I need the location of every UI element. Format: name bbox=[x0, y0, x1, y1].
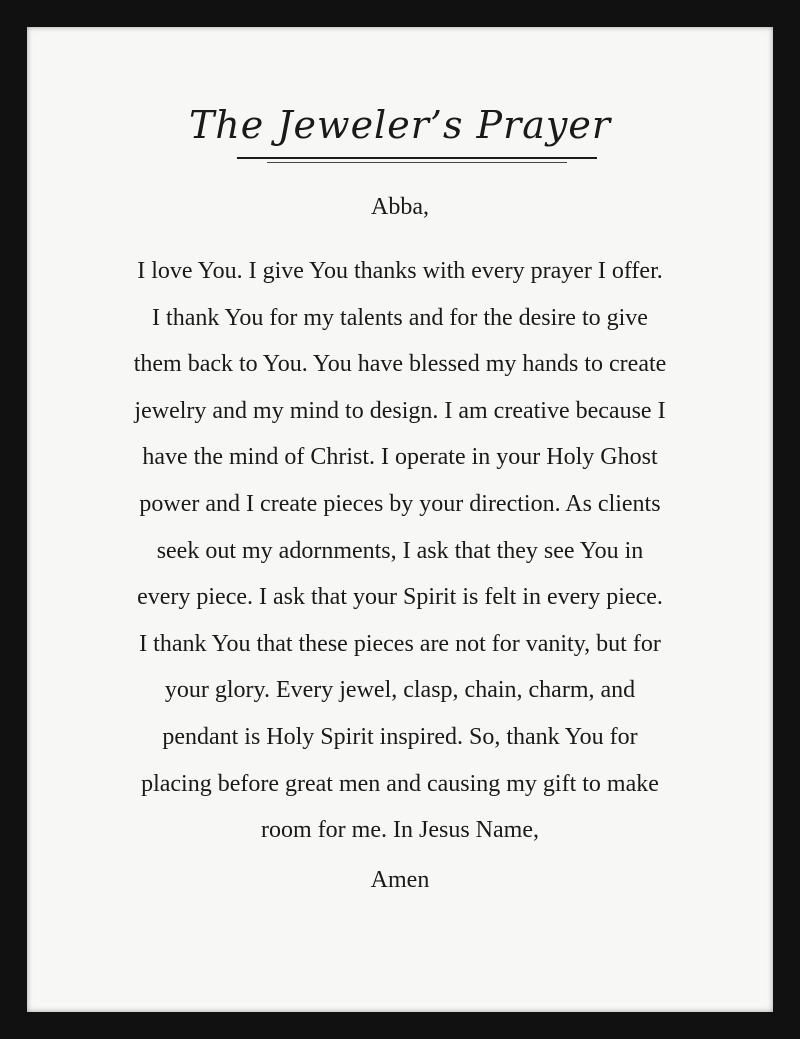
prayer-line: have the mind of Christ. I operate in your Holy Ghost bbox=[142, 444, 658, 471]
title-underline-secondary bbox=[267, 162, 567, 163]
salutation: Abba, bbox=[371, 194, 429, 220]
page-title: The Jeweler’s Prayer bbox=[188, 103, 612, 147]
prayer-line: your glory. Every jewel, clasp, chain, charm, and bbox=[164, 677, 636, 704]
prayer-line: them back to You. You have blessed my hands to create bbox=[133, 351, 667, 378]
title-block bbox=[27, 103, 773, 147]
prayer-line: I thank You for my talents and for the desire to give bbox=[152, 304, 648, 331]
prayer-body bbox=[27, 248, 773, 854]
prayer-line: jewelry and my mind to design. I am creative because I bbox=[134, 397, 666, 424]
paper-sheet bbox=[27, 27, 773, 1012]
title-underline bbox=[237, 157, 597, 159]
prayer-line: seek out my adornments, I ask that they see You in bbox=[156, 537, 644, 564]
prayer-line: power and I create pieces by your direction. As clients bbox=[139, 490, 661, 517]
prayer-line: I thank You that these pieces are not for vanity, but for bbox=[139, 630, 661, 657]
closing: Amen bbox=[370, 867, 430, 893]
prayer-line: pendant is Holy Spirit inspired. So, thank You for bbox=[162, 723, 638, 750]
prayer-line: room for me. In Jesus Name, bbox=[261, 817, 539, 844]
prayer-line: every piece. I ask that your Spirit is felt in every piece. bbox=[137, 584, 663, 611]
prayer-line: I love You. I give You thanks with every prayer I offer. bbox=[137, 258, 663, 284]
prayer-line: placing before great men and causing my gift to make bbox=[141, 770, 659, 797]
